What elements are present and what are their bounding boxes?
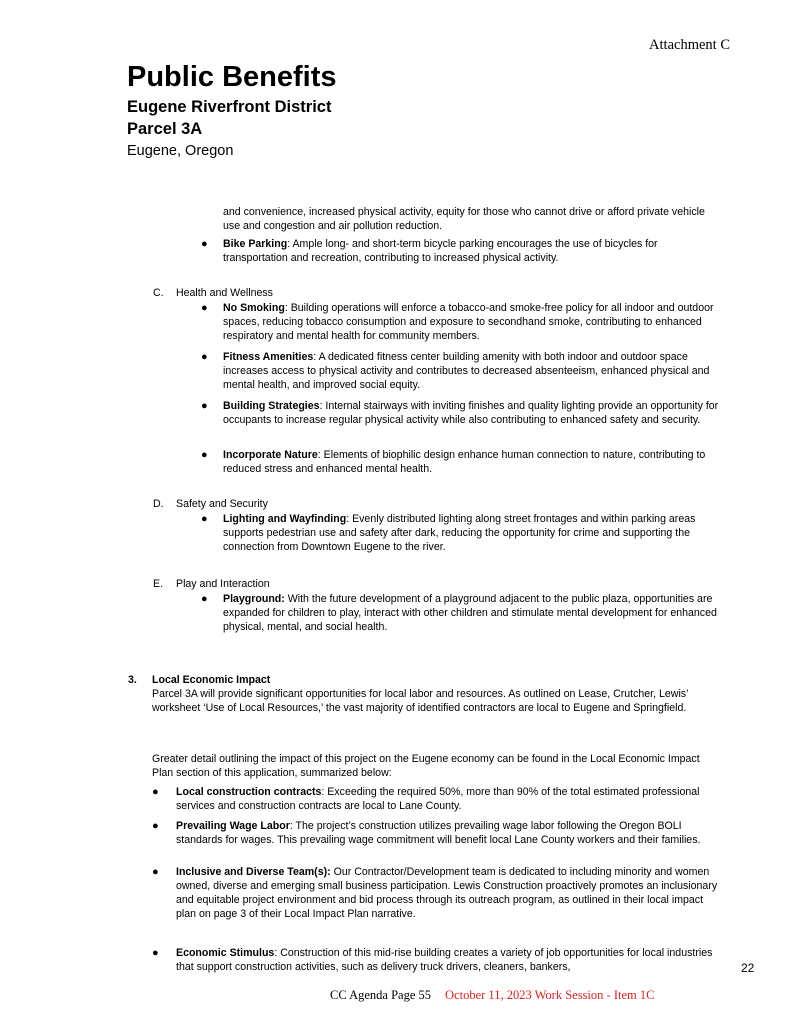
page-title: Public Benefits xyxy=(127,61,337,93)
section-e-title: Play and Interaction xyxy=(176,578,270,590)
item-term: Building Strategies xyxy=(223,400,320,412)
page-number: 22 xyxy=(741,961,755,975)
item-text: : Exceeding the required 50%, more than 90% of the total estimated professional services and construction contracts are local to Lane County. xyxy=(176,786,700,813)
item-text: : Building operations will enforce a tobacco-and smoke-free policy for all indoor and outdoor spaces, reducing tobacco consumption and exposure to secondhand smoke, contributing to enhanced respiratory and mental health for community members. xyxy=(223,302,714,343)
parcel-subtitle: Parcel 3A xyxy=(127,120,203,138)
item-text: : Ample long- and short-term bicycle parking encourages the use of bicycles for transportation and recreation, contributing to increased physical activity. xyxy=(223,238,658,265)
item-term: Lighting and Wayfinding xyxy=(223,513,347,525)
section-3-title: Local Economic Impact xyxy=(152,674,271,686)
location-subtitle: Eugene, Oregon xyxy=(127,143,234,159)
bullet-icon: ● xyxy=(152,947,159,959)
bullet-icon: ● xyxy=(201,593,208,605)
section-c-letter: C. xyxy=(153,287,164,299)
list-item-lighting xyxy=(223,512,723,554)
local-impact-paragraph-1: Parcel 3A will provide significant opportunities for local labor and resources. As outlined on Lease, Crutcher, Lewis’ worksheet ‘Use of Local Resources,’ the vast majority of identified contractors are local to Eugene and Springfield. xyxy=(152,688,689,715)
list-item-no-smoking xyxy=(223,301,723,343)
bullet-icon: ● xyxy=(152,786,159,798)
item-term: Fitness Amenities xyxy=(223,351,314,363)
list-item-bike-parking xyxy=(223,237,723,265)
footer xyxy=(330,988,654,1003)
section-d-title: Safety and Security xyxy=(176,498,268,510)
item-term: Incorporate Nature xyxy=(223,449,318,461)
item-term: Local construction contracts xyxy=(176,786,322,798)
bullet-icon: ● xyxy=(201,513,208,525)
footer-agenda-page: CC Agenda Page 55 xyxy=(330,988,432,1002)
district-subtitle: Eugene Riverfront District xyxy=(127,98,332,116)
bullet-icon: ● xyxy=(152,820,159,832)
bullet-icon: ● xyxy=(152,866,159,878)
item-text: Our Contractor/Development team is dedicated to including minority and women owned, diverse and emerging small business participation. Lewis Construction proactively promotes an inclusionary and equitable project environment and bid process through its outreach program, as outlined in their local impact plan on page 3 of their Local Impact Plan narrative. xyxy=(176,866,718,921)
list-item-building-strategies xyxy=(223,399,723,427)
item-term: Bike Parking xyxy=(223,238,288,250)
item-text: : Evenly distributed lighting along street frontages and within parking areas supports pedestrian use and safety after dark, reducing the opportunity for crime and supporting the connection from Downtown Eugene to the river. xyxy=(223,513,696,554)
footer-session: October 11, 2023 Work Session - Item 1C xyxy=(445,988,655,1002)
item-term: Inclusive and Diverse Team(s): xyxy=(176,866,331,878)
item-term: Economic Stimulus xyxy=(176,947,275,959)
list-item-economic-stimulus xyxy=(176,946,722,974)
item-text: : A dedicated fitness center building amenity with both indoor and outdoor space increases access to physical activity and contributes to decreased absenteeism, enhanced physical and mental health, and improved social equity. xyxy=(223,351,710,392)
list-item-incorporate-nature xyxy=(223,448,723,476)
bullet-icon: ● xyxy=(201,449,208,461)
item-term: Playground: xyxy=(223,593,285,605)
bullet-icon: ● xyxy=(201,238,208,250)
list-item-playground xyxy=(223,592,723,634)
local-impact-paragraph-2: Greater detail outlining the impact of this project on the Eugene economy can be found in the Local Economic Impact Plan section of this application, summarized below: xyxy=(152,753,700,780)
section-d-letter: D. xyxy=(153,498,164,510)
attachment-label: Attachment C xyxy=(649,37,730,53)
item-text: : Construction of this mid-rise building creates a variety of job opportunities for local industries that support construction activities, such as delivery truck drivers, cleaners, bankers, xyxy=(176,947,713,974)
list-item-inclusive-team xyxy=(176,865,722,921)
bullet-icon: ● xyxy=(201,351,208,363)
item-term: No Smoking xyxy=(223,302,285,314)
list-item-fitness xyxy=(223,350,723,392)
item-text: : Elements of biophilic design enhance human connection to nature, contributing to reduced stress and enhanced mental health. xyxy=(223,449,706,476)
list-item-local-contracts xyxy=(176,785,722,813)
list-item-prevailing-wage xyxy=(176,819,722,847)
bullet-icon: ● xyxy=(201,400,208,412)
item-text: : The project’s construction utilizes prevailing wage labor following the Oregon BOLI standards for wages. This prevailing wage commitment will benefit local Lane County workers and their families. xyxy=(176,820,701,847)
bullet-icon: ● xyxy=(201,302,208,314)
intro-continuation: and convenience, increased physical activity, equity for those who cannot drive or afford private vehicle use and congestion and air pollution reduction. xyxy=(223,206,705,233)
section-e-letter: E. xyxy=(153,578,164,590)
section-c-title: Health and Wellness xyxy=(176,287,273,299)
section-3-number: 3. xyxy=(128,674,137,686)
item-text: : Internal stairways with inviting finishes and quality lighting provide an opportunity for occupants to increase regular physical activity while also contributing to enhanced safety and security. xyxy=(223,400,719,427)
item-text: With the future development of a playground adjacent to the public plaza, opportunities are expanded for children to play, interact with other children and stimulate mental development for enhanced physical, mental, and social health. xyxy=(223,593,717,634)
item-term: Prevailing Wage Labor xyxy=(176,820,290,832)
